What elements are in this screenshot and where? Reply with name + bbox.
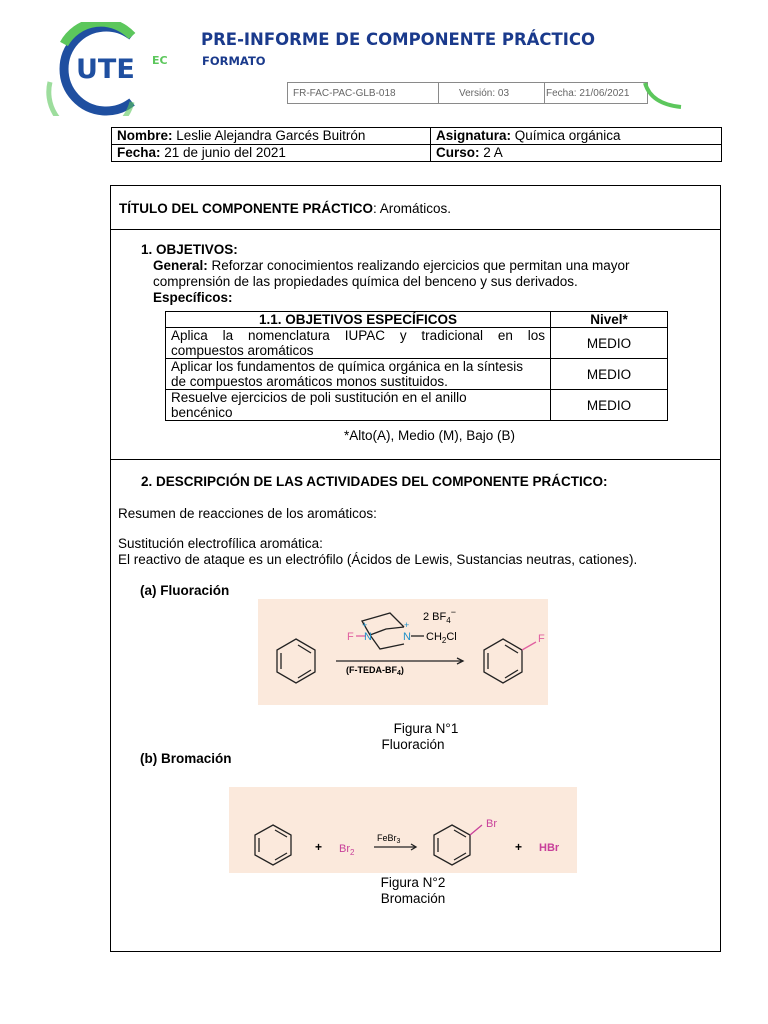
name-cell: Nombre: Leslie Alejandra Garcés Buitrón: [112, 128, 431, 145]
subject-cell: Asignatura: Química orgánica: [431, 128, 722, 145]
specific-label: Específicos:: [153, 290, 233, 305]
svg-text:+: +: [515, 840, 523, 854]
fluorination-label: (a) Fluoración: [140, 583, 230, 598]
general-objective-line2: comprensión de las propiedades química del benceno y sus derivados.: [153, 274, 578, 289]
green-swoosh: [643, 82, 683, 110]
student-info-table: [111, 127, 722, 162]
course-cell: Curso: 2 A: [431, 145, 722, 162]
specific-objectives-table: [165, 311, 668, 421]
main-content-box: [110, 185, 721, 952]
svg-text:F: F: [538, 633, 545, 645]
document-title: PRE-INFORME DE COMPONENTE PRÁCTICO: [201, 30, 596, 49]
bromination-figure: [229, 787, 577, 873]
objectives-heading: 1. OBJETIVOS:: [141, 242, 238, 257]
bromination-label: (b) Bromación: [140, 751, 232, 766]
svg-text:2 BF4−: 2 $BF_4^-$: [423, 607, 456, 625]
document-code-bar: [287, 82, 682, 110]
svg-text:FeBr3: FeBr$_3$: [377, 833, 401, 845]
document-code: FR-FAC-PAC-GLB-018: [287, 82, 439, 104]
figure1-subcaption: Fluoración: [381, 737, 445, 752]
practical-title: TÍTULO DEL COMPONENTE PRÁCTICO: Aromáticos.: [119, 201, 452, 216]
level-legend: *Alto(A), Medio (M), Bajo (B): [344, 428, 516, 443]
substitution-title: Sustitución electrofílica aromática:: [118, 536, 323, 551]
svg-text:Br2: $Br_2$: [339, 843, 355, 857]
svg-text:N: N: [364, 631, 372, 643]
figure1-caption: Figura N°1: [393, 721, 459, 736]
objectives-header: 1.1. OBJETIVOS ESPECÍFICOS: [166, 312, 551, 328]
substitution-desc: El reactivo de ataque es un electrófilo (Ácidos de Lewis, Sustancias neutras, cationes).: [118, 552, 638, 567]
svg-text:+: +: [362, 620, 368, 630]
svg-text:F: F: [347, 631, 354, 643]
activities-heading: 2. DESCRIPCIÓN DE LAS ACTIVIDADES DEL COMPONENTE PRÁCTICO:: [141, 474, 608, 489]
figure2-subcaption: Bromación: [380, 891, 446, 906]
document-subtitle: FORMATO: [202, 54, 266, 68]
logo-text: UTE: [76, 54, 135, 85]
svg-text:+: +: [315, 840, 323, 854]
objective-row: Resuelve ejercicios de poli sustitución en el anillo bencénico MEDIO: [166, 390, 668, 421]
fluorination-figure: [258, 599, 548, 705]
summary-text: Resumen de reacciones de los aromáticos:: [118, 506, 377, 521]
level-header: Nivel*: [551, 312, 668, 328]
svg-text:+: +: [404, 620, 410, 630]
figure2-caption: Figura N°2: [380, 875, 446, 890]
ute-logo: [44, 22, 172, 116]
svg-text:(F-TEDA-BF4): $(F-TEDA-BF_4)$: [346, 665, 404, 677]
date-cell: Fecha: 21 de junio del 2021: [112, 145, 431, 162]
objective-row: Aplicar los fundamentos de química orgánica en la síntesis de compuestos aromáticos monos sustituidos. MEDIO: [166, 359, 668, 390]
general-objective: General: Reforzar conocimientos realizando ejercicios que permitan una mayor: [153, 258, 630, 273]
svg-text:N: N: [403, 631, 411, 643]
document-version: Versión: 03: [438, 82, 545, 104]
svg-text:Br: Br: [486, 818, 497, 830]
svg-text:CH2Cl: $CH_2Cl$: [426, 631, 457, 645]
document-date: Fecha: 21/06/2021: [544, 82, 648, 104]
objective-row: Aplica la nomenclatura IUPAC y tradicional en los compuestos aromáticos MEDIO: [166, 328, 668, 359]
svg-text:HBr: HBr: [539, 842, 560, 854]
logo-suffix: EC: [152, 54, 168, 67]
